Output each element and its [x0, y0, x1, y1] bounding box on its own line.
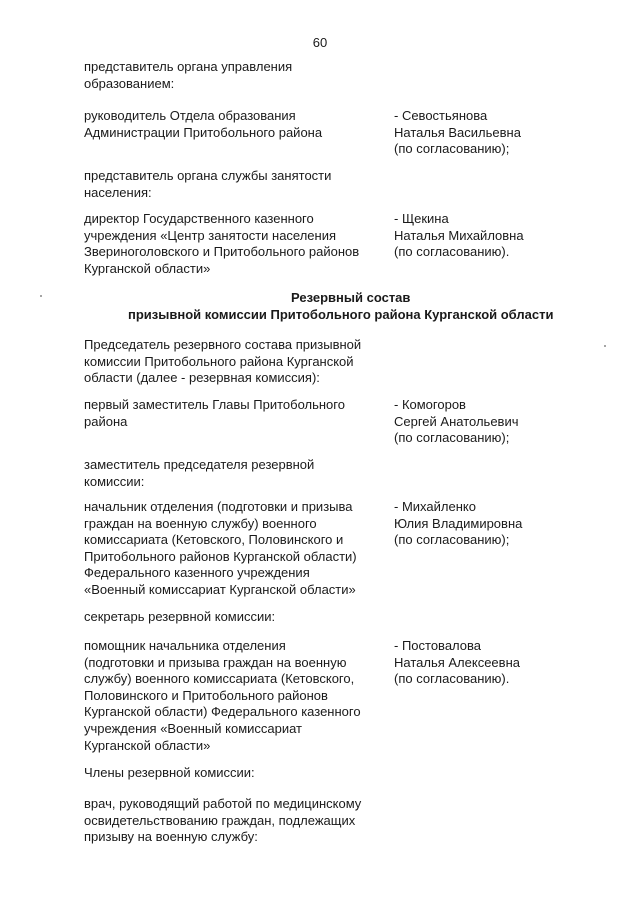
name-line: (по согласованию). [394, 671, 510, 687]
description-line: Курганской области» [84, 260, 211, 276]
page-number: 60 [312, 35, 328, 50]
description-line: представитель органа службы занятости [84, 168, 332, 183]
description-line: населения: [84, 184, 152, 200]
description-line: области (далее - резервная комиссия): [84, 370, 320, 386]
description-line: помощник начальника отделения [84, 638, 286, 653]
position-description [84, 211, 384, 277]
name-line: - Щекина [394, 211, 449, 226]
description-line: представитель органа управления [84, 59, 293, 74]
description-line: Звериноголовского и Притобольного районов [84, 244, 360, 260]
name-line: - Севостьянова [394, 108, 488, 123]
description-line: образованием: [84, 75, 175, 91]
section-title-line: призывной комиссии Притобольного района Курганской области [128, 306, 554, 322]
person-name [394, 108, 594, 158]
description-line: директор Государственного казенного [84, 211, 314, 226]
position-description [84, 337, 384, 387]
description-line: Члены резервной комиссии: [84, 765, 255, 780]
description-line: освидетельствованию граждан, подлежащих [84, 812, 356, 828]
position-description [84, 108, 384, 141]
description-line: призыву на военную службу: [84, 829, 258, 845]
description-line: комиссии Притобольного района Курганской [84, 353, 354, 369]
description-line: «Военный комиссариат Курганской области» [84, 581, 356, 597]
position-description [84, 457, 384, 490]
position-description [84, 397, 384, 430]
person-name [394, 638, 594, 688]
description-line: заместитель председателя резервной [84, 457, 315, 472]
description-line: первый заместитель Главы Притобольного [84, 397, 345, 412]
person-name [394, 499, 594, 549]
description-line: Половинского и Притобольного районов [84, 687, 328, 703]
position-description [84, 638, 384, 754]
description-line: Федерального казенного учреждения [84, 565, 310, 581]
scan-speck [604, 345, 606, 347]
scan-speck [40, 295, 42, 297]
description-line: Курганской области) Федерального казенного [84, 704, 361, 720]
person-name [394, 211, 594, 261]
name-line: - Постовалова [394, 638, 481, 653]
description-line: врач, руководящий работой по медицинскому [84, 796, 362, 811]
position-description [84, 168, 384, 201]
description-line: Курганской области» [84, 737, 211, 753]
description-line: службу) военного комиссариата (Кетовского, [84, 671, 355, 687]
name-line: Сергей Анатольевич [394, 413, 519, 429]
name-line: Наталья Алексеевна [394, 654, 520, 670]
description-line: руководитель Отдела образования [84, 108, 296, 123]
name-line: Наталья Михайловна [394, 227, 524, 243]
section-title-line: Резервный состав [291, 290, 411, 305]
description-line: (подготовки и призыва граждан на военную [84, 654, 347, 670]
description-line: Администрации Притобольного района [84, 124, 323, 140]
name-line: (по согласованию). [394, 244, 510, 260]
description-line: комиссии: [84, 473, 145, 489]
position-description [84, 609, 384, 626]
name-line: Наталья Васильевна [394, 124, 521, 140]
name-line: (по согласованию); [394, 532, 510, 548]
description-line: Притобольного районов Курганской области) [84, 548, 357, 564]
description-line: учреждения «Военный комиссариат [84, 720, 303, 736]
person-name [394, 397, 594, 447]
description-line: граждан на военную службу) военного [84, 515, 317, 531]
description-line: района [84, 413, 128, 429]
description-line: секретарь резервной комиссии: [84, 609, 276, 624]
position-description [84, 796, 384, 846]
name-line: - Михайленко [394, 499, 476, 514]
name-line: - Комогоров [394, 397, 466, 412]
name-line: (по согласованию); [394, 141, 510, 157]
position-description [84, 765, 384, 782]
description-line: начальник отделения (подготовки и призыва [84, 499, 353, 514]
position-description [84, 59, 384, 92]
description-line: Председатель резервного состава призывной [84, 337, 362, 352]
name-line: Юлия Владимировна [394, 515, 523, 531]
position-description [84, 499, 384, 599]
description-line: комиссариата (Кетовского, Половинского и [84, 532, 344, 548]
description-line: учреждения «Центр занятости населения [84, 227, 337, 243]
name-line: (по согласованию); [394, 430, 510, 446]
